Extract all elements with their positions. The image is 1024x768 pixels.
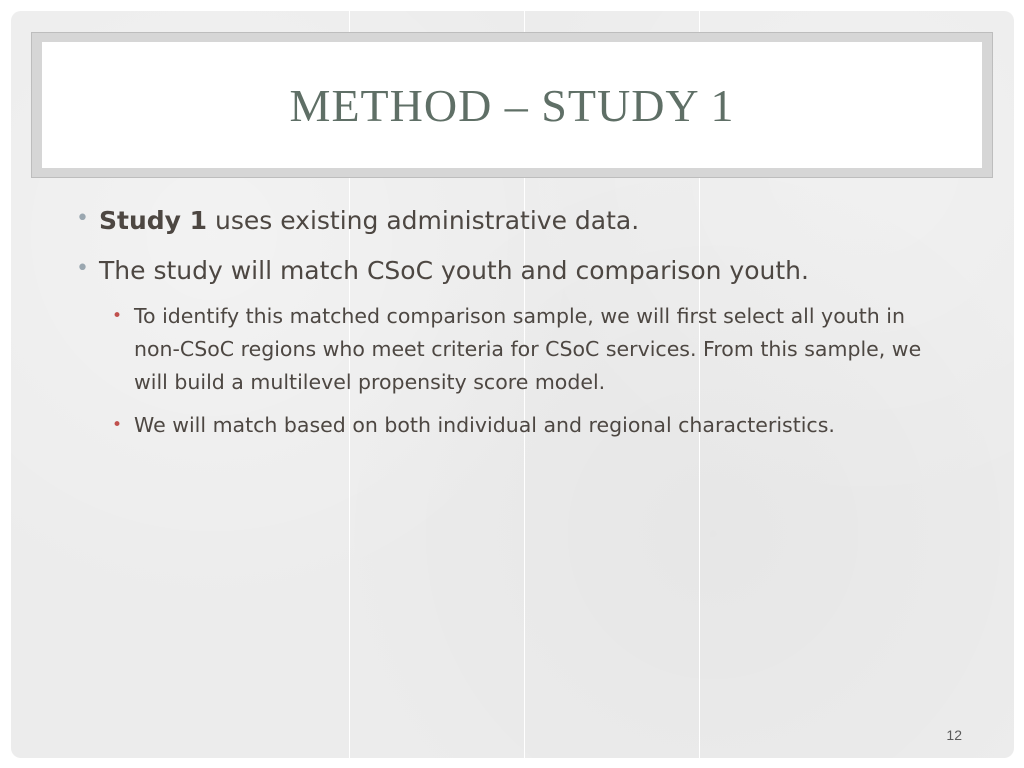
bullet-dot-icon: • bbox=[76, 256, 89, 281]
slide-content bbox=[11, 11, 1014, 758]
sub-bullet-item bbox=[112, 300, 954, 399]
bullet-item bbox=[76, 206, 640, 235]
sub-bullet-dot-icon: • bbox=[112, 306, 123, 326]
page-number: 12 bbox=[946, 727, 962, 743]
bullet-dot-icon: • bbox=[76, 206, 89, 231]
sub-bullet-text: We will match based on both individual and regional characteristics. bbox=[134, 413, 835, 437]
bullet-bold-text: Study 1 bbox=[99, 206, 208, 235]
bullet-text: uses existing administrative data. bbox=[207, 206, 640, 235]
slide bbox=[11, 11, 1014, 758]
bullet-text: The study will match CSoC youth and comparison youth. bbox=[99, 256, 809, 285]
slide-title: METHOD – STUDY 1 bbox=[289, 79, 735, 131]
sub-bullet-item bbox=[112, 409, 954, 442]
sub-bullet-text: To identify this matched comparison sample, we will first select all youth in non-CSoC regions who meet criteria for CSoC services. From this sample, we will build a multilevel propensity score model. bbox=[134, 304, 922, 394]
bullet-item bbox=[76, 256, 809, 285]
sub-bullet-dot-icon: • bbox=[112, 415, 123, 435]
